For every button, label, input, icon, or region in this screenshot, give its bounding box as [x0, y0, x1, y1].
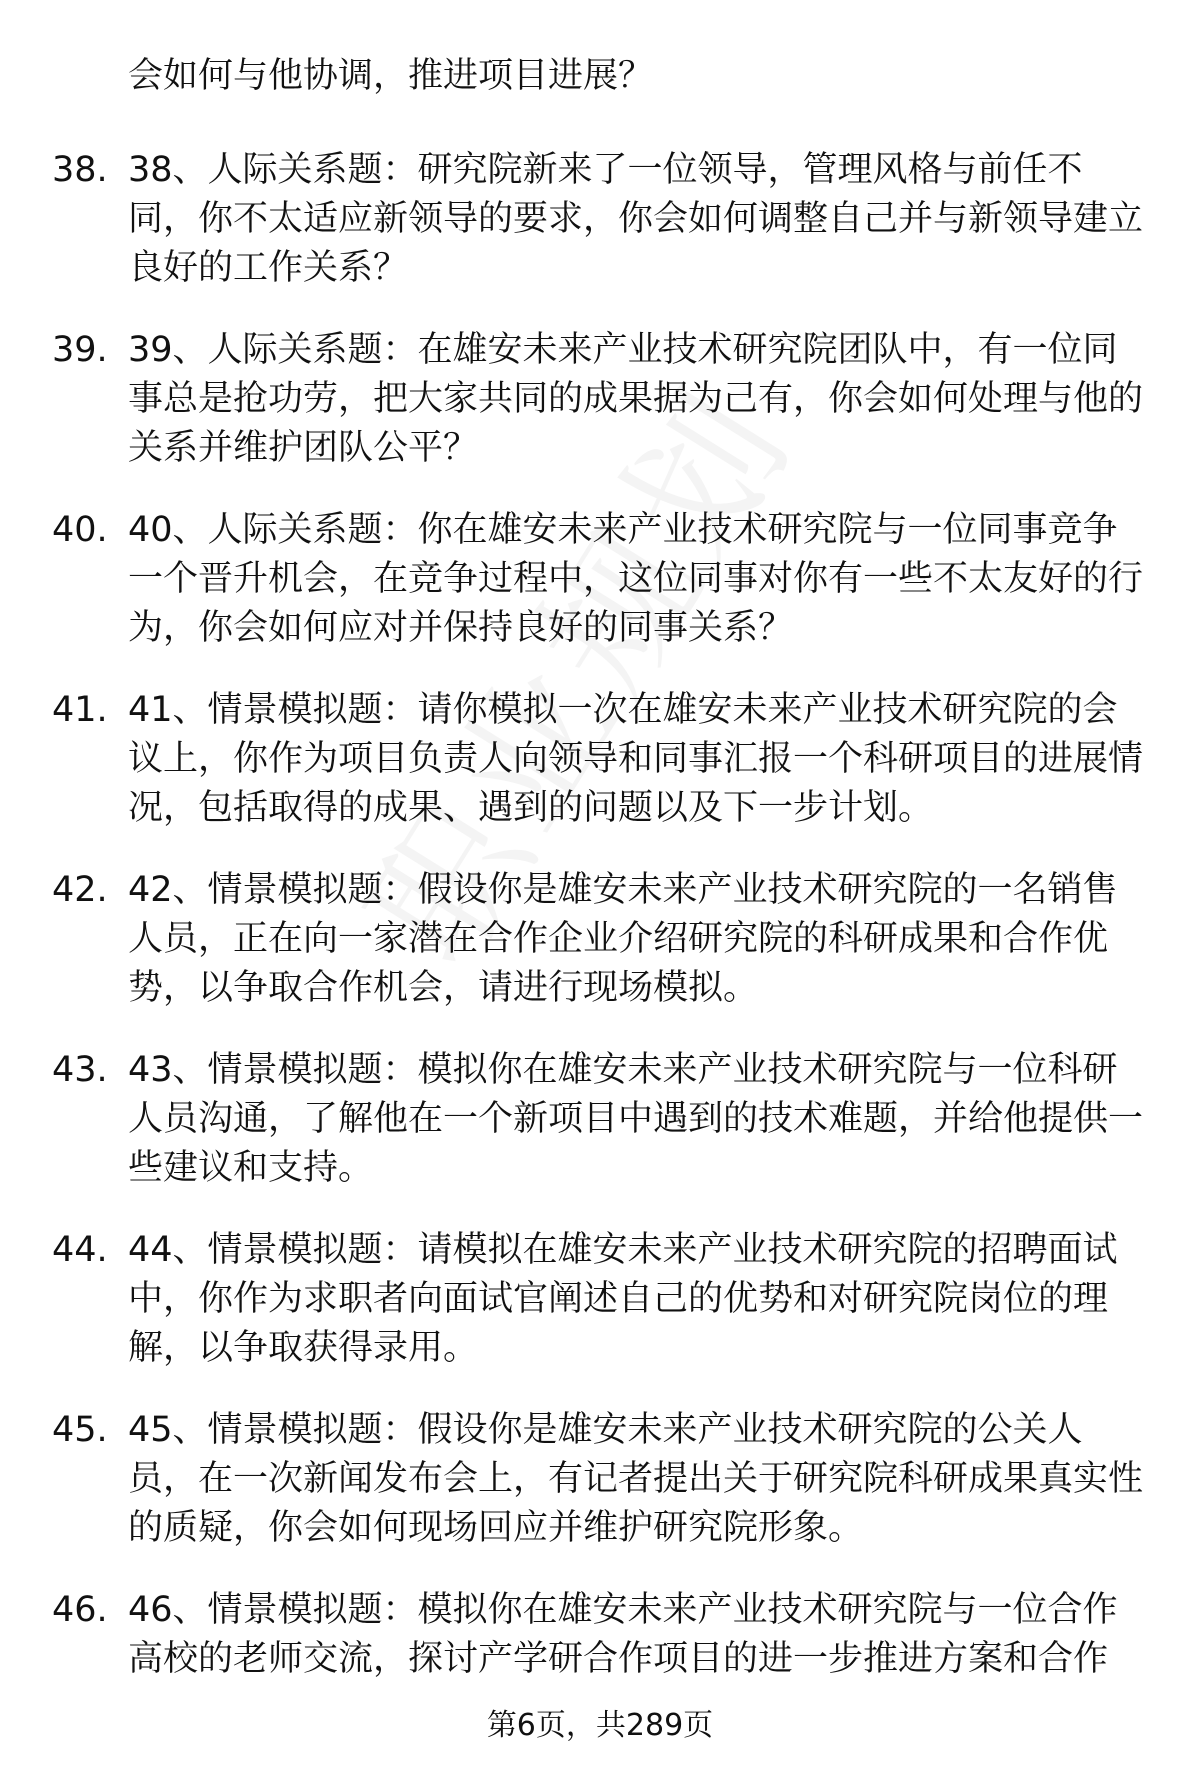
list-item — [0, 326, 1200, 506]
list-item — [0, 1046, 1200, 1226]
question-text: 46、情景模拟题：模拟你在雄安未来产业技术研究院与一位合作高校的老师交流，探讨产学研合作项目的进一步推进方案和合作 — [128, 1590, 1118, 1679]
question-number: 43. — [52, 1050, 108, 1090]
list-item — [0, 686, 1200, 866]
question-text: 45、情景模拟题：假设你是雄安未来产业技术研究院的公关人员，在一次新闻发布会上，有记者提出关于研究院科研成果真实性的质疑，你会如何现场回应并维护研究院形象。 — [128, 1410, 1144, 1548]
list-item — [0, 506, 1200, 686]
question-text: 40、人际关系题：你在雄安未来产业技术研究院与一位同事竞争一个晋升机会，在竞争过程中，这位同事对你有一些不太友好的行为，你会如何应对并保持良好的同事关系？ — [128, 510, 1144, 648]
list-item — [0, 146, 1200, 326]
question-text: 43、情景模拟题：模拟你在雄安未来产业技术研究院与一位科研人员沟通，了解他在一个新项目中遇到的技术难题，并给他提供一些建议和支持。 — [128, 1050, 1144, 1188]
page-footer: 第6页，共289页 — [486, 1708, 714, 1743]
question-text: 38、人际关系题：研究院新来了一位领导，管理风格与前任不同，你不太适应新领导的要求，你会如何调整自己并与新领导建立良好的工作关系？ — [128, 150, 1144, 288]
question-text: 39、人际关系题：在雄安未来产业技术研究院团队中，有一位同事总是抢功劳，把大家共同的成果据为己有，你会如何处理与他的关系并维护团队公平？ — [128, 330, 1144, 468]
question-number: 41. — [52, 690, 108, 730]
question-number: 38. — [52, 150, 108, 190]
question-number: 45. — [52, 1410, 108, 1450]
question-text: 44、情景模拟题：请模拟在雄安未来产业技术研究院的招聘面试中，你作为求职者向面试官阐述自己的优势和对研究院岗位的理解，以争取获得录用。 — [128, 1230, 1118, 1368]
question-text: 41、情景模拟题：请你模拟一次在雄安未来产业技术研究院的会议上，你作为项目负责人向领导和同事汇报一个科研项目的进展情况，包括取得的成果、遇到的问题以及下一步计划。 — [128, 690, 1144, 828]
question-number: 42. — [52, 870, 108, 910]
question-list — [0, 146, 1200, 1766]
list-item — [0, 1406, 1200, 1586]
question-number: 44. — [52, 1230, 108, 1270]
question-number: 46. — [52, 1590, 108, 1630]
question-number: 40. — [52, 510, 108, 550]
list-item — [0, 1226, 1200, 1406]
continuation-text: 会如何与他协调，推进项目进展？ — [128, 56, 654, 96]
list-item — [0, 866, 1200, 1046]
question-number: 39. — [52, 330, 108, 370]
question-text: 42、情景模拟题：假设你是雄安未来产业技术研究院的一名销售人员，正在向一家潜在合作企业介绍研究院的科研成果和合作优势，以争取合作机会，请进行现场模拟。 — [128, 870, 1118, 1008]
